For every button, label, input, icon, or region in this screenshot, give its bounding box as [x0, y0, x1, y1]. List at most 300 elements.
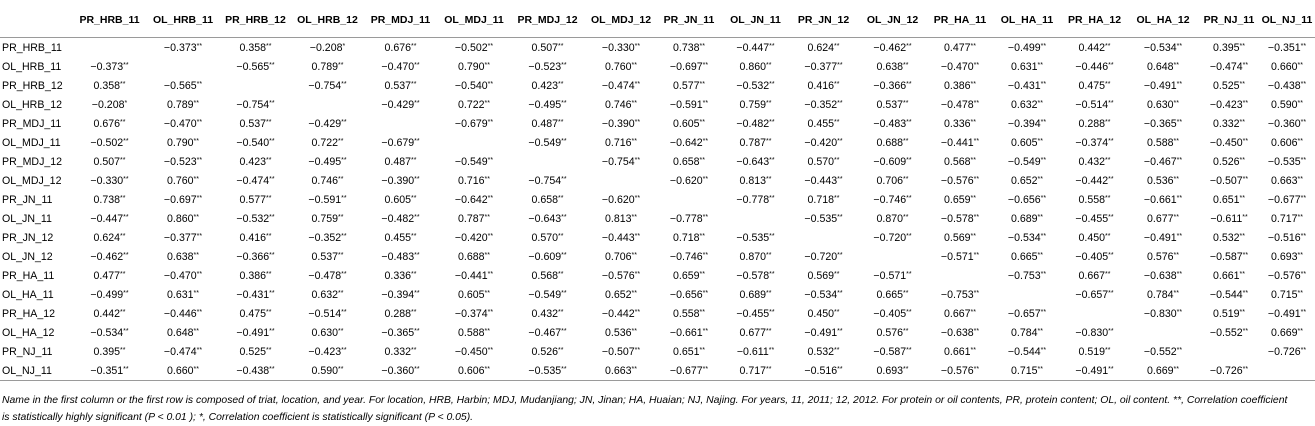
- significance-marker: **: [837, 213, 843, 221]
- correlation-cell: [721, 323, 790, 342]
- significance-marker: **: [1173, 213, 1179, 221]
- significance-marker: **: [341, 156, 347, 164]
- significance-marker: **: [1105, 346, 1111, 354]
- significance-marker: **: [906, 80, 912, 88]
- correlation-cell: [928, 342, 992, 361]
- coefficient-value: 0.693: [876, 364, 904, 377]
- significance-marker: **: [1176, 118, 1183, 126]
- coefficient-value: −0.544: [1007, 345, 1041, 358]
- significance-marker: **: [766, 175, 772, 183]
- correlation-cell: [585, 266, 657, 285]
- coefficient-value: 0.577: [673, 79, 700, 92]
- column-header: OL_HA_12: [1127, 2, 1199, 38]
- significance-marker: **: [1242, 137, 1249, 145]
- correlation-cell: [1127, 76, 1199, 95]
- significance-marker: **: [631, 289, 637, 297]
- correlation-cell: [1127, 266, 1199, 285]
- significance-marker: **: [1037, 61, 1043, 69]
- coefficient-value: 0.759: [311, 212, 339, 225]
- table-row: [0, 114, 1315, 133]
- coefficient-value: −0.754: [236, 98, 270, 111]
- coefficient-value: −0.549: [454, 155, 488, 168]
- coefficient-value: 0.336: [384, 269, 412, 282]
- significance-marker: **: [120, 346, 126, 354]
- diagonal-cell: [292, 95, 363, 114]
- correlation-cell: [721, 57, 790, 76]
- correlation-cell: [72, 323, 147, 342]
- correlation-cell: [1259, 323, 1315, 342]
- significance-marker: **: [120, 270, 126, 278]
- coefficient-value: −0.746: [669, 250, 703, 263]
- correlation-cell: [1062, 190, 1127, 209]
- coefficient-value: −0.467: [528, 326, 562, 339]
- significance-marker: **: [411, 270, 417, 278]
- correlation-cell: [219, 342, 292, 361]
- correlation-cell: [657, 266, 721, 285]
- column-header: PR_MDJ_11: [363, 2, 438, 38]
- coefficient-value: 0.658: [531, 193, 559, 206]
- row-header: PR_HA_11: [2, 269, 55, 282]
- correlation-cell: [72, 342, 147, 361]
- coefficient-value: −0.576: [940, 174, 974, 187]
- correlation-cell: [292, 228, 363, 247]
- correlation-cell: [857, 285, 928, 304]
- coefficient-value: −0.441: [940, 136, 974, 149]
- significance-marker: **: [631, 61, 637, 69]
- diagonal-cell: [657, 190, 721, 209]
- coefficient-value: −0.365: [1143, 117, 1177, 130]
- coefficient-value: −0.450: [454, 345, 488, 358]
- correlation-cell: [438, 342, 510, 361]
- coefficient-value: 0.676: [93, 117, 121, 130]
- significance-marker: **: [487, 232, 494, 240]
- column-header: OL_JN_12: [857, 2, 928, 38]
- column-header: OL_NJ_11: [1259, 2, 1315, 38]
- coefficient-value: 0.718: [807, 193, 835, 206]
- correlation-cell: [510, 57, 585, 76]
- correlation-cell: [1127, 361, 1199, 381]
- coefficient-value: 0.813: [605, 212, 632, 225]
- coefficient-value: 0.790: [458, 60, 485, 73]
- significance-marker: **: [266, 156, 272, 164]
- significance-marker: **: [634, 80, 641, 88]
- coefficient-value: −0.377: [163, 231, 197, 244]
- coefficient-value: −0.438: [1267, 79, 1301, 92]
- correlation-cell: [292, 266, 363, 285]
- correlation-cell: [992, 247, 1062, 266]
- significance-marker: **: [414, 61, 420, 69]
- coefficient-value: 0.746: [311, 174, 339, 187]
- coefficient-value: 0.787: [739, 136, 767, 149]
- coefficient-value: 0.432: [1078, 155, 1106, 168]
- coefficient-value: 0.667: [1078, 269, 1106, 282]
- coefficient-value: −0.549: [528, 136, 562, 149]
- coefficient-value: −0.208: [91, 98, 125, 111]
- correlation-cell: [1127, 190, 1199, 209]
- correlation-cell: [292, 361, 363, 381]
- coefficient-value: −0.470: [163, 269, 197, 282]
- table-header: [0, 2, 1315, 38]
- significance-marker: **: [699, 42, 705, 50]
- significance-marker: **: [837, 289, 843, 297]
- significance-marker: **: [269, 175, 275, 183]
- correlation-cell: [1259, 152, 1315, 171]
- coefficient-value: 0.519: [1213, 307, 1240, 320]
- correlation-cell: [857, 228, 928, 247]
- coefficient-value: −0.495: [528, 98, 562, 111]
- row-header: PR_HRB_11: [2, 41, 62, 54]
- diagonal-cell: [721, 209, 790, 228]
- significance-marker: **: [484, 365, 490, 373]
- coefficient-value: 0.507: [93, 155, 121, 168]
- correlation-cell: [147, 285, 219, 304]
- correlation-cell: [219, 38, 292, 58]
- correlation-cell: [219, 152, 292, 171]
- significance-marker: **: [196, 194, 203, 202]
- coefficient-value: −0.420: [804, 136, 838, 149]
- significance-marker: **: [834, 156, 840, 164]
- column-header: OL_MDJ_12: [585, 2, 657, 38]
- correlation-cell: [147, 38, 219, 58]
- significance-marker: **: [631, 213, 637, 221]
- significance-marker: **: [193, 213, 199, 221]
- coefficient-value: −0.679: [381, 136, 415, 149]
- correlation-cell: [928, 209, 992, 228]
- correlation-cell: [363, 133, 438, 152]
- correlation-cell: [72, 76, 147, 95]
- significance-marker: **: [699, 118, 705, 126]
- coefficient-value: −0.374: [1075, 136, 1109, 149]
- significance-marker: **: [561, 99, 567, 107]
- significance-marker: **: [193, 365, 199, 373]
- correlation-cell: [147, 114, 219, 133]
- significance-marker: **: [1037, 99, 1043, 107]
- significance-marker: **: [193, 289, 199, 297]
- coefficient-value: 0.648: [1147, 60, 1174, 73]
- coefficient-value: 0.605: [384, 193, 412, 206]
- significance-marker: **: [561, 289, 567, 297]
- coefficient-value: 0.423: [239, 155, 267, 168]
- correlation-cell: [510, 304, 585, 323]
- significance-marker: **: [414, 289, 420, 297]
- coefficient-value: 0.689: [739, 288, 767, 301]
- correlation-cell: [438, 95, 510, 114]
- significance-marker: **: [487, 194, 494, 202]
- significance-marker: **: [1176, 232, 1183, 240]
- coefficient-value: 0.475: [1078, 79, 1106, 92]
- coefficient-value: −0.455: [736, 307, 770, 320]
- correlation-cell: [721, 361, 790, 381]
- significance-marker: **: [487, 346, 494, 354]
- correlation-cell: [790, 57, 857, 76]
- correlation-cell: [363, 361, 438, 381]
- coefficient-value: 0.738: [93, 193, 121, 206]
- correlation-cell: [992, 209, 1062, 228]
- correlation-cell: [510, 323, 585, 342]
- coefficient-value: −0.726: [1267, 345, 1301, 358]
- coefficient-value: 0.507: [531, 41, 559, 54]
- coefficient-value: 0.784: [1147, 288, 1174, 301]
- significance-marker: **: [120, 156, 126, 164]
- table-row: [0, 76, 1315, 95]
- significance-marker: **: [487, 80, 494, 88]
- coefficient-value: −0.431: [1007, 79, 1041, 92]
- coefficient-value: −0.405: [1075, 250, 1109, 263]
- correlation-cell: [721, 152, 790, 171]
- correlation-cell: [363, 304, 438, 323]
- coefficient-value: 0.450: [807, 307, 835, 320]
- correlation-cell: [1127, 38, 1199, 58]
- significance-marker: **: [123, 137, 129, 145]
- correlation-cell: [219, 266, 292, 285]
- correlation-cell: [657, 57, 721, 76]
- coefficient-value: 0.746: [605, 98, 632, 111]
- coefficient-value: 0.659: [673, 269, 700, 282]
- correlation-cell: [363, 266, 438, 285]
- correlation-cell: [790, 285, 857, 304]
- correlation-cell: [219, 323, 292, 342]
- correlation-cell: [292, 152, 363, 171]
- coefficient-value: 0.717: [1271, 212, 1298, 225]
- row-header: OL_MDJ_11: [2, 136, 61, 149]
- significance-marker: **: [970, 232, 976, 240]
- diagonal-cell: [1259, 361, 1315, 381]
- significance-marker: **: [1105, 118, 1111, 126]
- correlation-cell: [438, 190, 510, 209]
- coefficient-value: −0.516: [804, 364, 838, 377]
- correlation-cell: [363, 76, 438, 95]
- significance-marker: **: [269, 137, 275, 145]
- coefficient-value: −0.578: [940, 212, 974, 225]
- correlation-cell: [363, 228, 438, 247]
- coefficient-value: 0.661: [944, 345, 971, 358]
- correlation-cell: [1062, 342, 1127, 361]
- correlation-cell: [1259, 57, 1315, 76]
- significance-marker: **: [120, 118, 126, 126]
- correlation-cell: [992, 114, 1062, 133]
- significance-marker: **: [1037, 251, 1043, 259]
- correlation-cell: [1199, 57, 1259, 76]
- coefficient-value: −0.611: [736, 345, 769, 358]
- correlation-cell: [363, 171, 438, 190]
- significance-marker: **: [834, 270, 840, 278]
- significance-marker: **: [414, 99, 420, 107]
- coefficient-value: 0.790: [167, 136, 194, 149]
- significance-marker: **: [193, 175, 199, 183]
- significance-marker: **: [631, 99, 637, 107]
- correlation-cell: [721, 133, 790, 152]
- correlation-cell: [510, 228, 585, 247]
- correlation-cell: [1199, 171, 1259, 190]
- significance-marker: **: [123, 289, 129, 297]
- coefficient-value: −0.523: [528, 60, 562, 73]
- significance-marker: **: [1300, 80, 1307, 88]
- coefficient-value: −0.491: [236, 326, 270, 339]
- coefficient-value: −0.753: [1007, 269, 1041, 282]
- significance-marker: **: [558, 80, 564, 88]
- coefficient-value: 0.442: [1078, 41, 1106, 54]
- correlation-cell: [585, 342, 657, 361]
- correlation-cell: [147, 361, 219, 381]
- correlation-cell: [992, 304, 1062, 323]
- significance-marker: **: [973, 327, 980, 335]
- coefficient-value: −0.643: [528, 212, 562, 225]
- significance-marker: **: [484, 61, 490, 69]
- table-footnote: Name in the first column or the first row is composed of triat, location, and year. For location, HRB, Harbin; MDJ, Mudanjiang; JN, Jinan; HA, Huaian; NJ, Najing. For years, 11, 2011; 12, 2012. For protein or oil contents, PR, protein content; OL, oil content. **, Correlation coefficient is statistically highly significant (P < 0.01 ); *, Correlation coefficient is statistically significant (P < 0.05).: [2, 395, 1288, 423]
- significance-marker: **: [269, 99, 275, 107]
- significance-marker: **: [903, 175, 909, 183]
- coefficient-value: 0.631: [167, 288, 194, 301]
- diagonal-cell: [928, 266, 992, 285]
- correlation-cell: [721, 285, 790, 304]
- diagonal-cell: [510, 152, 585, 171]
- coefficient-value: −0.535: [804, 212, 838, 225]
- significance-marker: **: [123, 213, 129, 221]
- coefficient-value: 0.624: [807, 41, 835, 54]
- correlation-cell: [790, 114, 857, 133]
- coefficient-value: 0.722: [311, 136, 339, 149]
- significance-marker: **: [634, 346, 641, 354]
- coefficient-value: −0.576: [601, 269, 635, 282]
- significance-marker: **: [123, 365, 129, 373]
- significance-marker: **: [1239, 232, 1245, 240]
- correlation-cell: [147, 304, 219, 323]
- coefficient-value: −0.447: [90, 212, 124, 225]
- correlation-cell: [292, 209, 363, 228]
- coefficient-value: −0.470: [940, 60, 974, 73]
- significance-marker: **: [1105, 80, 1111, 88]
- correlation-cell: [928, 323, 992, 342]
- significance-marker: **: [487, 118, 494, 126]
- correlation-cell: [790, 323, 857, 342]
- correlation-cell: [1062, 285, 1127, 304]
- coefficient-value: 0.475: [239, 307, 267, 320]
- correlation-cell: [1127, 342, 1199, 361]
- significance-marker: **: [411, 42, 417, 50]
- coefficient-value: 0.715: [1271, 288, 1298, 301]
- significance-marker: **: [123, 175, 129, 183]
- diagonal-cell: [1127, 323, 1199, 342]
- correlation-cell: [1127, 285, 1199, 304]
- correlation-cell: [1259, 342, 1315, 361]
- row-header: OL_HRB_12: [2, 98, 63, 111]
- correlation-cell: [657, 38, 721, 58]
- coefficient-value: 0.386: [239, 269, 267, 282]
- correlation-cell: [219, 133, 292, 152]
- coefficient-value: 0.590: [1271, 98, 1298, 111]
- significance-marker: **: [193, 137, 199, 145]
- coefficient-value: −0.394: [381, 288, 415, 301]
- significance-marker: **: [1173, 251, 1179, 259]
- coefficient-value: −0.534: [804, 288, 838, 301]
- significance-marker: **: [1242, 365, 1249, 373]
- significance-marker: **: [702, 61, 709, 69]
- corner-header-cell: [0, 2, 72, 38]
- correlation-cell: [1127, 209, 1199, 228]
- significance-marker: **: [487, 42, 494, 50]
- correlation-cell: [857, 152, 928, 171]
- correlation-cell: [790, 304, 857, 323]
- significance-marker: **: [196, 80, 203, 88]
- correlation-cell: [992, 266, 1062, 285]
- significance-marker: **: [631, 327, 637, 335]
- correlation-cell: [928, 285, 992, 304]
- correlation-cell: [585, 76, 657, 95]
- correlation-cell: [992, 361, 1062, 381]
- coefficient-value: 0.669: [1147, 364, 1174, 377]
- correlation-cell: [510, 285, 585, 304]
- coefficient-value: −0.483: [381, 250, 415, 263]
- correlation-cell: [1199, 95, 1259, 114]
- significance-marker: **: [196, 270, 203, 278]
- correlation-cell: [857, 209, 928, 228]
- significance-marker: **: [903, 289, 909, 297]
- significance-marker: **: [1242, 99, 1249, 107]
- correlation-cell: [1199, 247, 1259, 266]
- correlation-cell: [992, 152, 1062, 171]
- correlation-cell: [72, 247, 147, 266]
- correlation-cell: [857, 266, 928, 285]
- coefficient-value: −0.534: [1007, 231, 1041, 244]
- significance-marker: **: [1173, 289, 1179, 297]
- correlation-cell: [219, 95, 292, 114]
- significance-marker: **: [1239, 42, 1245, 50]
- significance-marker: **: [1300, 194, 1307, 202]
- correlation-cell: [72, 114, 147, 133]
- coefficient-value: 0.525: [1213, 79, 1240, 92]
- coefficient-value: 0.718: [673, 231, 700, 244]
- coefficient-value: −0.373: [90, 60, 124, 73]
- correlation-cell: [928, 247, 992, 266]
- row-header: PR_MDJ_11: [2, 117, 62, 130]
- significance-marker: **: [1242, 289, 1249, 297]
- significance-marker: **: [634, 308, 641, 316]
- significance-marker: **: [906, 346, 912, 354]
- correlation-cell: [72, 228, 147, 247]
- coefficient-value: −0.642: [669, 136, 703, 149]
- significance-marker: **: [1040, 42, 1047, 50]
- coefficient-value: 0.432: [531, 307, 559, 320]
- significance-marker: **: [1108, 327, 1114, 335]
- significance-marker: **: [1239, 80, 1245, 88]
- coefficient-value: −0.499: [90, 288, 124, 301]
- significance-marker: **: [903, 213, 909, 221]
- significance-marker: **: [631, 365, 637, 373]
- significance-marker: **: [558, 42, 564, 50]
- correlation-cell: [438, 266, 510, 285]
- correlation-cell: [292, 76, 363, 95]
- correlation-cell: [363, 285, 438, 304]
- coefficient-value: −0.643: [736, 155, 770, 168]
- correlation-cell: [992, 38, 1062, 58]
- significance-marker: **: [196, 346, 203, 354]
- correlation-cell: [585, 361, 657, 381]
- correlation-cell: [657, 133, 721, 152]
- row-header: OL_MDJ_12: [2, 174, 62, 187]
- significance-marker: **: [702, 365, 709, 373]
- table-row: [0, 342, 1315, 361]
- significance-marker: **: [834, 194, 840, 202]
- correlation-cell: [292, 133, 363, 152]
- coefficient-value: −0.591: [669, 98, 703, 111]
- coefficient-value: −0.441: [454, 269, 488, 282]
- coefficient-value: 0.870: [876, 212, 904, 225]
- correlation-cell: [147, 152, 219, 171]
- correlation-cell: [657, 76, 721, 95]
- correlation-cell: [147, 247, 219, 266]
- coefficient-value: 0.537: [876, 98, 904, 111]
- correlation-cell: [657, 114, 721, 133]
